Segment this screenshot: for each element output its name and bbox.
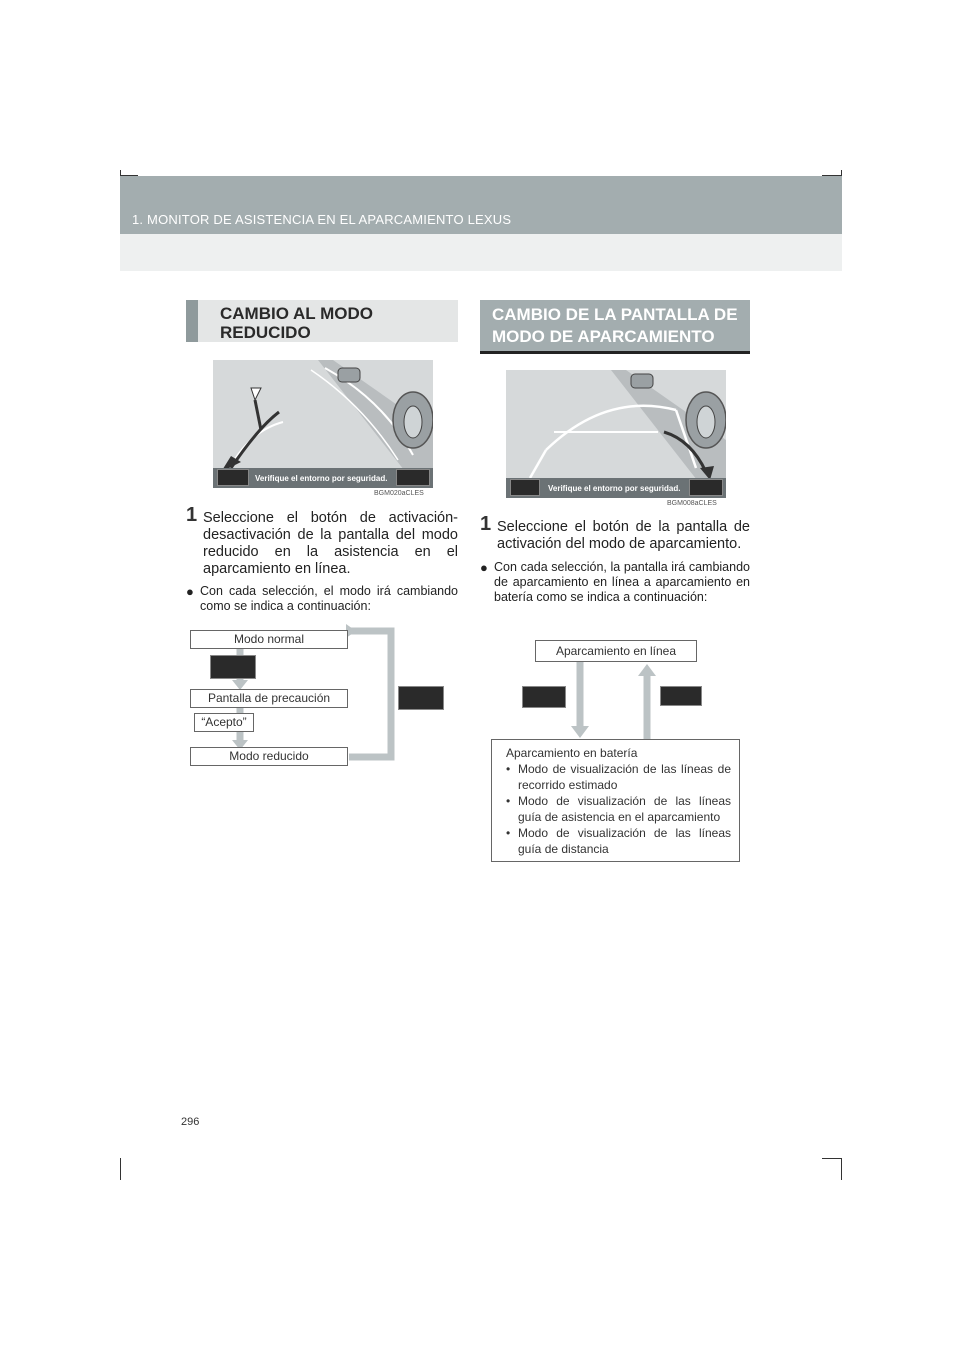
step-text: Seleccione el botón de la pantalla de activación del modo de aparcamiento. [497,519,750,552]
section-title-line2: REDUCIDO [220,323,311,342]
screenshot-message: Verifique el entorno por seguridad. [548,484,681,493]
section-title-line2: MODO DE APARCAMIENTO [492,327,715,346]
screenshot-reduced-mode [213,360,433,488]
bullet-text: Con cada selección, la pantalla irá cambiando de aparcamiento en línea a aparcamiento en batería como se indica a continuación: [494,560,750,604]
bullet-dot: ● [480,560,488,575]
crop-mark [841,1158,842,1180]
toggle-normal-icon [398,686,444,710]
step-1-reduced [186,504,458,578]
page-header-title: 1. MONITOR DE ASISTENCIA EN EL APARCAMIENTO LEXUS [132,212,512,227]
screenshot-parking-mode [506,370,726,498]
step-number: 1 [480,513,492,535]
guide-line-icon[interactable] [510,479,540,496]
step-1-parking [480,513,750,553]
perpendicular-parking-icon [522,686,566,708]
bullet-reduced [186,584,458,614]
list-item: • Modo de visualización de las líneas guía de distancia [506,825,731,857]
perpendicular-title: Aparcamiento en batería [506,746,638,760]
step-text: Seleccione el botón de activación-desactivación de la pantalla del modo reducido en la asistencia en el aparcamiento en línea. [203,510,458,577]
figure-id: BGM008aCLES [667,500,717,507]
bullet-text: Con cada selección, el modo irá cambiando como se indica a continuación: [200,584,458,613]
step-number: 1 [186,504,198,526]
flow-reduced-mode: Modo reducido [190,747,348,766]
screenshot-message: Verifique el entorno por seguridad. [255,474,388,483]
list-item: • Modo de visualización de las líneas guía de asistencia en el aparcamiento [506,793,731,825]
parking-mode-toggle-icon[interactable] [689,479,723,496]
crop-mark [822,1158,841,1159]
toggle-reduced-icon [210,655,256,679]
bullet-parking [480,560,750,605]
bullet-dot: ● [186,584,194,599]
flow-accept: “Acepto” [194,713,254,732]
section-title-reduced-mode [186,300,458,342]
parallel-parking-icon [660,686,702,706]
parking-mode-icon[interactable] [396,469,430,486]
flow-caution-screen: Pantalla de precaución [190,689,348,708]
list-item: • Modo de visualización de las líneas de recorrido estimado [506,761,731,793]
section-title-parking-mode [480,300,750,354]
reduced-mode-toggle-icon[interactable] [217,469,249,486]
flow-parallel-parking: Aparcamiento en línea [535,640,697,662]
section-title-line1: CAMBIO DE LA PANTALLA DE [492,305,738,324]
figure-id: BGM020aCLES [374,490,424,497]
section-title-line1: CAMBIO AL MODO [220,304,373,323]
section-title-accent [186,300,198,342]
flow-normal-mode: Modo normal [190,630,348,649]
page-number: 296 [181,1116,200,1128]
crop-mark [120,1158,121,1180]
flow-perpendicular-parking [491,739,740,862]
